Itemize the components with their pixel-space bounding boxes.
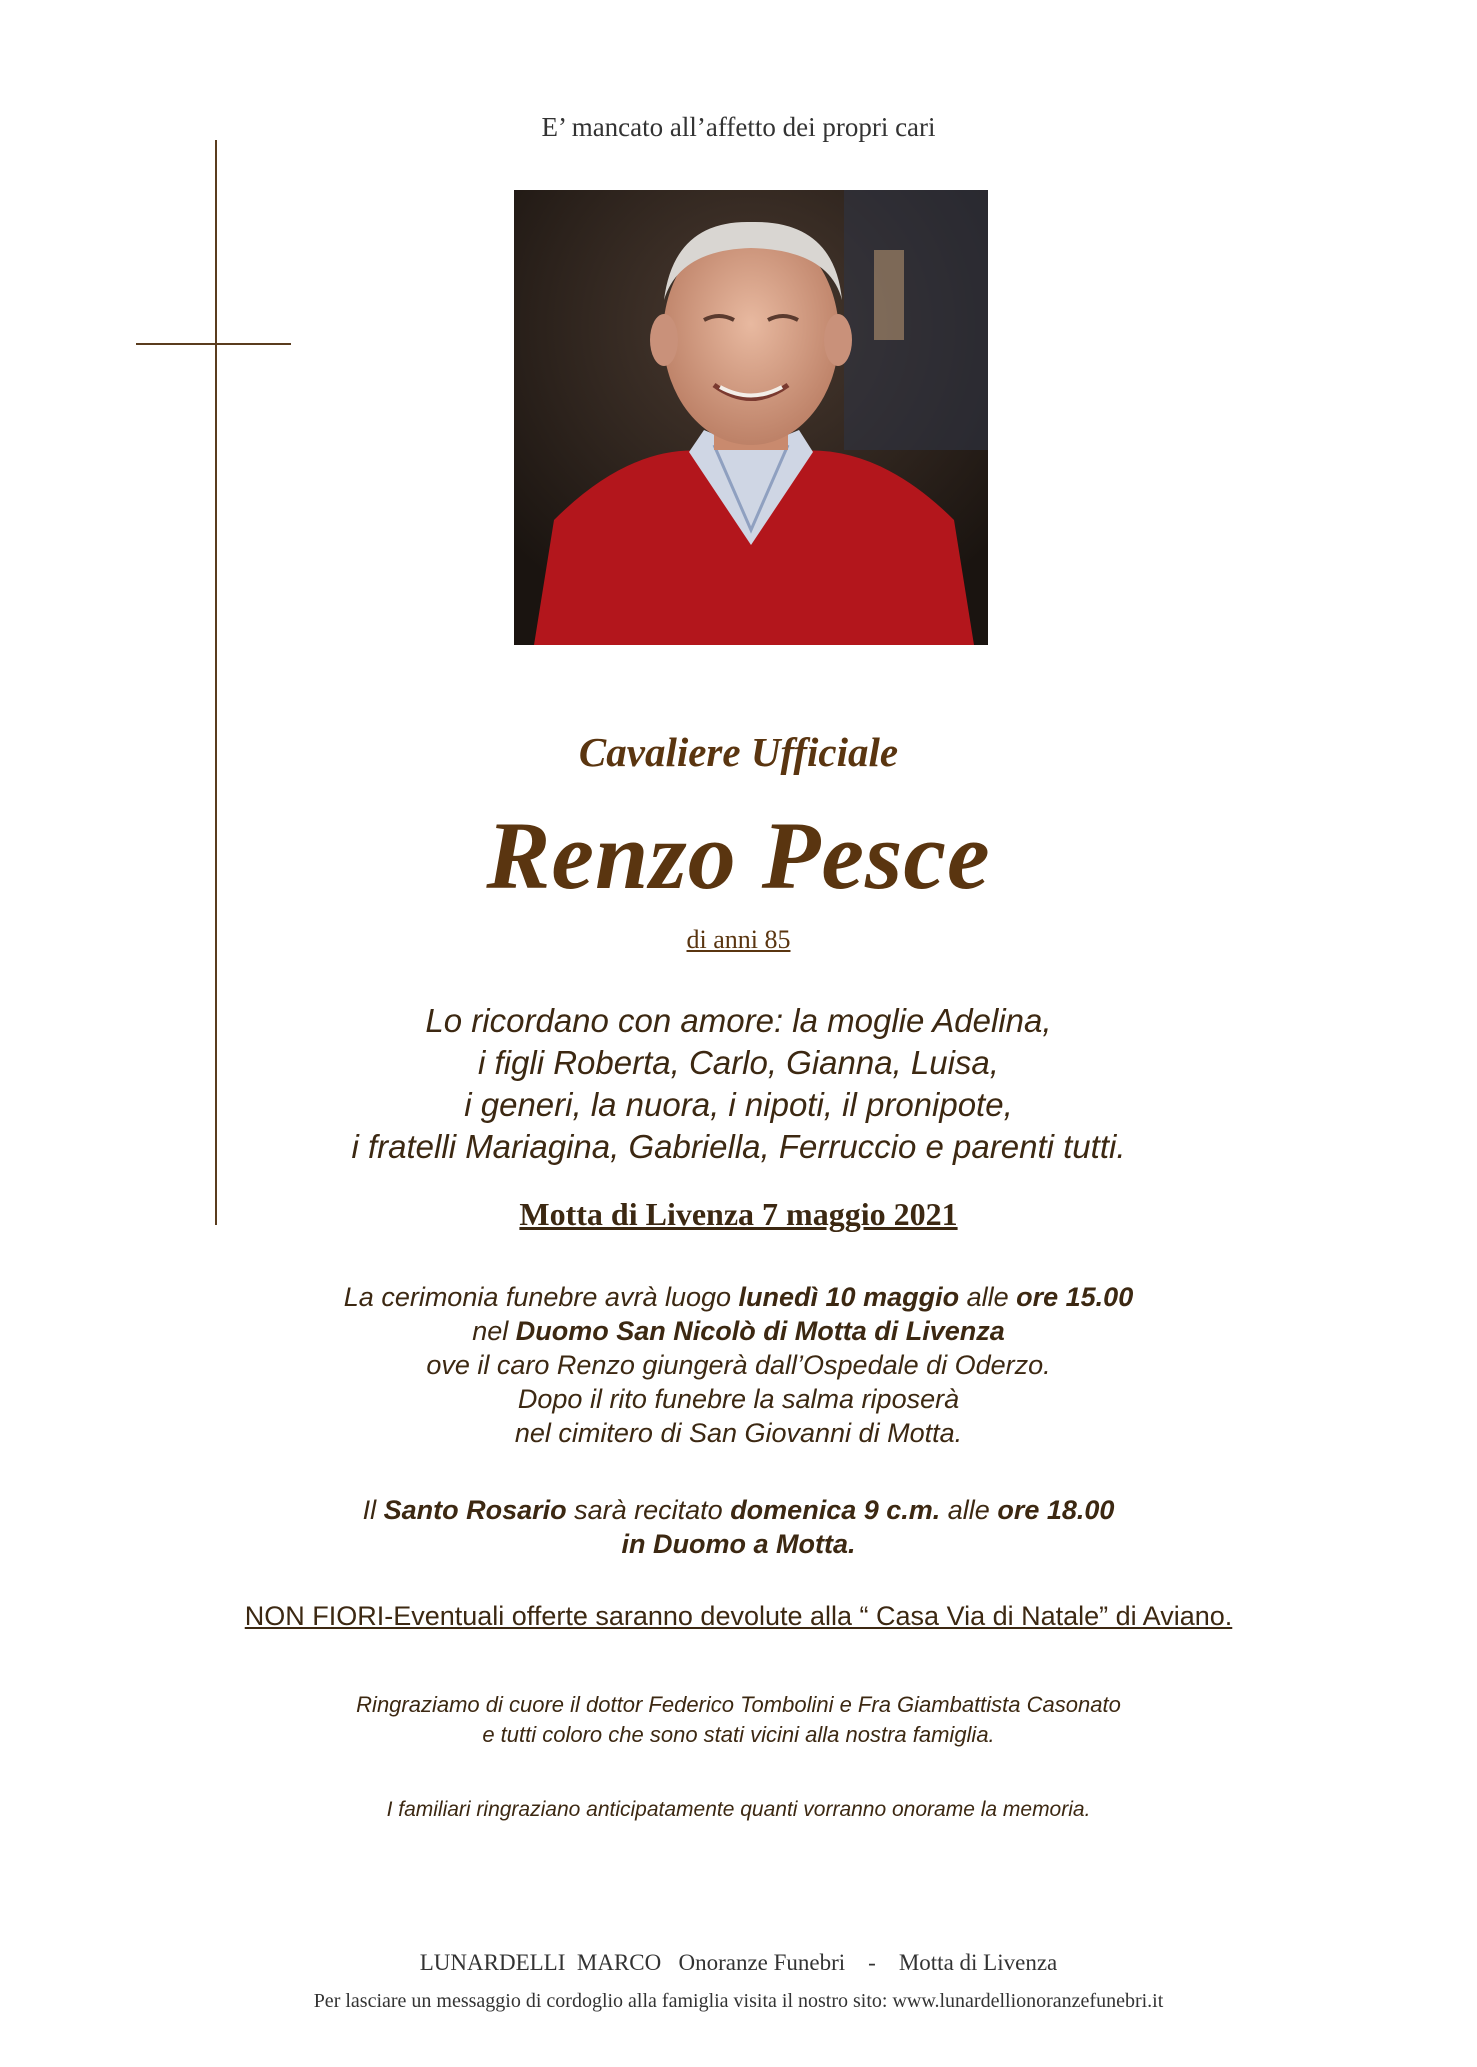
mourners-line: i figli Roberta, Carlo, Gianna, Luisa, (478, 1044, 999, 1081)
ceremony-line: La cerimonia funebre avrà luogo lunedì 10 maggio alle ore 15.00 (343, 1282, 1134, 1312)
place-date: Motta di Livenza 7 maggio 2021 (519, 1196, 958, 1232)
portrait-photo (514, 190, 988, 645)
agency-footer: LUNARDELLI MARCO Onoranze Funebri - Motta di Livenza (419, 1950, 1058, 1975)
thanks-block (0, 1690, 1477, 1750)
honorific-title: Cavaliere Ufficiale (578, 729, 899, 775)
rosary-block (0, 1493, 1477, 1561)
thanks-line: Ringraziamo di cuore il dottor Federico Tombolini e Fra Giambattista Casonato (356, 1692, 1121, 1717)
condolence-footer: Per lasciare un messaggio di cordoglio alla famiglia visita il nostro sito: www.lunardellionoranzefunebri.it (313, 1990, 1164, 2012)
mourners-line: Lo ricordano con amore: la moglie Adelina, (425, 1002, 1052, 1039)
cross-horizontal-bar (136, 343, 291, 345)
memory-text: I familiari ringraziano anticipatamente quanti vorranno onorame la memoria. (386, 1798, 1091, 1821)
ceremony-line: nel cimitero di San Giovanni di Motta. (514, 1418, 963, 1448)
flowers-notice: NON FIORI-Eventuali offerte saranno devolute alla “ Casa Via di Natale” di Aviano. (244, 1601, 1233, 1631)
rosary-line: in Duomo a Motta. (621, 1529, 856, 1559)
ceremony-line: Dopo il rito funebre la salma riposerà (517, 1384, 960, 1414)
thanks-line: e tutti coloro che sono stati vicini alla nostra famiglia. (482, 1722, 995, 1747)
rosary-line: Il Santo Rosario sarà recitato domenica 9 c.m. alle ore 18.00 (362, 1495, 1115, 1525)
mourners-block (0, 1000, 1477, 1168)
age-text: di anni 85 (686, 925, 791, 954)
ceremony-line: ove il caro Renzo giungerà dall’Ospedale di Oderzo. (426, 1350, 1051, 1380)
intro-text: E’ mancato all’affetto dei propri cari (541, 112, 936, 142)
mourners-line: i fratelli Mariagina, Gabriella, Ferruccio e parenti tutti. (351, 1128, 1126, 1165)
ceremony-block (0, 1280, 1477, 1450)
mourners-line: i generi, la nuora, i nipoti, il pronipote, (464, 1086, 1013, 1123)
portrait-illustration (514, 190, 988, 645)
ceremony-line: nel Duomo San Nicolò di Motta di Livenza (472, 1316, 1005, 1346)
deceased-name: Renzo Pesce (486, 802, 991, 909)
